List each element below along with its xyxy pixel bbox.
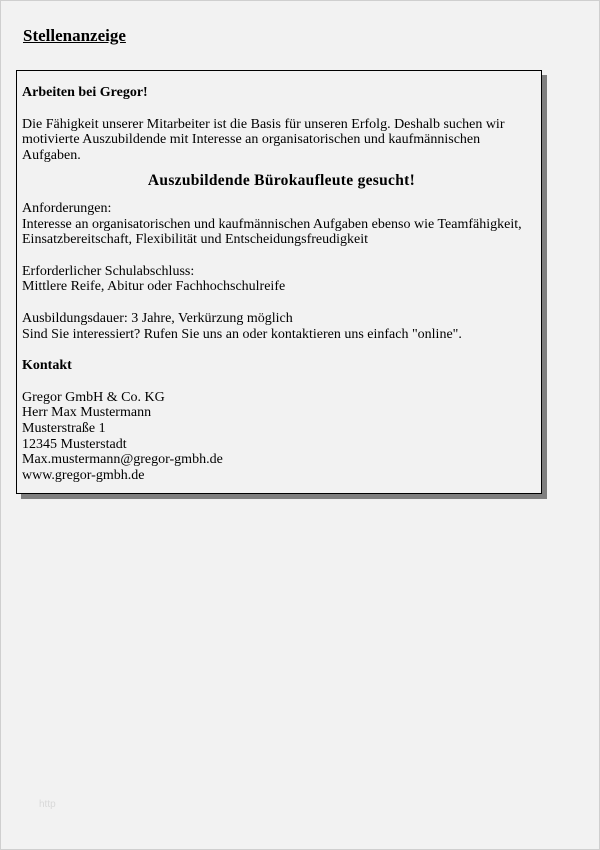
call-to-action: Sind Sie interessiert? Rufen Sie uns an oder kontaktieren uns einfach "online". (22, 326, 462, 342)
contact-website[interactable]: www.gregor-gmbh.de (22, 467, 145, 483)
requirements-line-2: Einsatzbereitschaft, Flexibilität und Entscheidungsfreudigkeit (22, 232, 369, 248)
contact-heading: Kontakt (22, 358, 72, 374)
training-duration: Ausbildungsdauer: 3 Jahre, Verkürzung möglich (22, 310, 293, 326)
watermark-text: http (39, 799, 56, 810)
contact-street: Musterstraße 1 (22, 420, 106, 436)
requirements-label: Anforderungen: (22, 200, 112, 216)
contact-email[interactable]: Max.mustermann@gregor-gmbh.de (22, 452, 223, 468)
ad-headline: Auszubildende Bürokaufleute gesucht! (147, 172, 416, 190)
requirements-line-1: Interesse an organisatorischen und kaufmännischen Aufgaben ebenso wie Teamfähigkeit, (22, 216, 522, 232)
school-label: Erforderlicher Schulabschluss: (22, 263, 195, 279)
intro-heading: Arbeiten bei Gregor! (22, 85, 148, 100)
contact-person: Herr Max Mustermann (22, 405, 152, 421)
intro-text-line-1: Die Fähigkeit unserer Mitarbeiter ist die Basis für unseren Erfolg. Deshalb suchen wir (22, 116, 505, 132)
job-ad-box (16, 70, 542, 494)
contact-company: Gregor GmbH & Co. KG (22, 389, 165, 405)
contact-city: 12345 Musterstadt (22, 436, 127, 452)
school-value: Mittlere Reife, Abitur oder Fachhochschulreife (22, 279, 286, 295)
page-title: Stellenanzeige (23, 26, 126, 45)
intro-text-line-2: motivierte Auszubildende mit Interesse an organisatorischen und kaufmännischen Aufgaben. (22, 132, 481, 163)
